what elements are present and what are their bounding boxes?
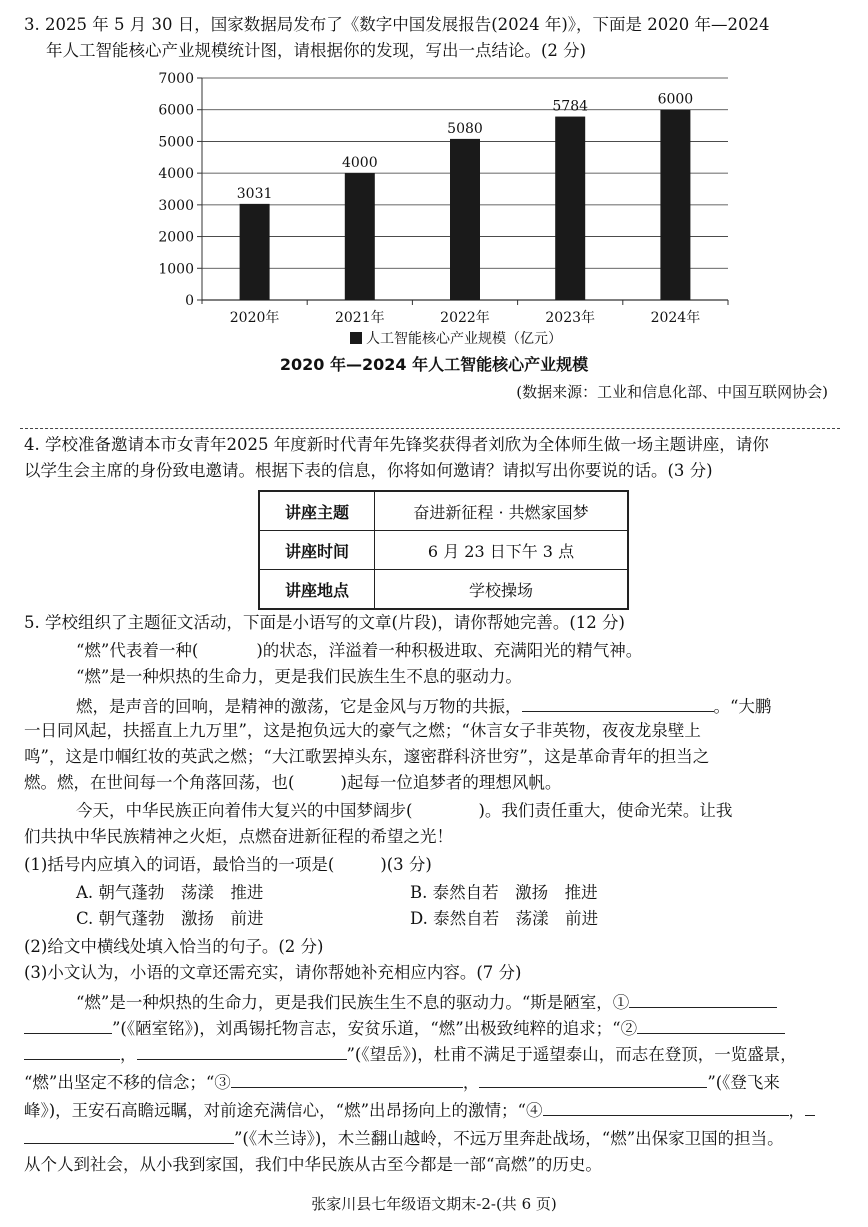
chart-title: 2020 年—2024 年人工智能核心产业规模 [279, 355, 589, 374]
q5-para3-line4 [24, 772, 561, 794]
sub1-text-b: )(3 分) [380, 855, 432, 874]
q5-sub2: (2)给文中横线处填入恰当的句子。(2 分) [24, 937, 324, 956]
blank-line[interactable] [24, 1126, 234, 1144]
answer-text-5: 峰》)，王安石高瞻远瞩，对前途充满信心，“燃”出昂扬向上的激情；“④ [24, 1101, 543, 1120]
legend-label: 人工智能核心产业规模（亿元） [366, 331, 562, 347]
answer-comma: ， [462, 1073, 480, 1092]
q5-sub3: (3)小文认为，小语的文章还需充实，请你帮她补充相应内容。(7 分) [24, 963, 522, 982]
table-key: 讲座地点 [259, 570, 375, 610]
table-value: 6 月 23 日下午 3 点 [375, 531, 629, 570]
q5-para4-line2: 们共执中华民族精神之火炬，点燃奋进新征程的希望之光！ [24, 827, 453, 846]
table-row [259, 570, 628, 610]
blank-line[interactable] [543, 1098, 789, 1116]
x-tick-label: 2022年 [440, 310, 490, 326]
sub1-text-a: (1)括号内应填入的词语，最恰当的一项是( [24, 855, 335, 874]
blank-line[interactable] [24, 1016, 112, 1034]
blank-line[interactable] [805, 1098, 815, 1116]
option-a[interactable]: A. 朝气蓬勃 荡漾 推进 [76, 883, 264, 902]
q5-para1 [76, 640, 642, 662]
chart-source: (数据来源：工业和信息化部、中国互联网协会) [516, 383, 828, 401]
q5-answer-line2 [24, 1016, 785, 1040]
bar [345, 173, 375, 300]
data-label: 5080 [447, 120, 483, 137]
y-tick-label: 0 [185, 293, 194, 309]
answer-text-6: ”(《木兰诗》)，木兰翻山越岭，不远万里奔赴战场，“燃”出保家卫国的担当。 [234, 1129, 784, 1148]
q5-para3-line1 [76, 694, 771, 718]
table-key: 讲座主题 [259, 491, 375, 531]
q5-answer-line4 [24, 1070, 780, 1094]
x-tick-label: 2021年 [334, 310, 385, 326]
x-tick-label: 2023年 [545, 310, 596, 326]
table-row [259, 531, 628, 570]
bar-chart [140, 66, 740, 366]
option-b[interactable]: B. 泰然自若 激扬 推进 [410, 883, 598, 902]
y-tick-label: 4000 [158, 166, 194, 183]
option-c[interactable]: C. 朝气蓬勃 激扬 前进 [76, 909, 264, 928]
q5-para3-line2: 一日同风起，扶摇直上九万里”，这是抱负远大的豪气之燃；“休言女子非英物，夜夜龙泉壁上 [24, 721, 701, 740]
q4-stem-line1: 4. 学校准备邀请本市女青年2025 年度新时代青年先锋奖获得者刘欣为全体师生做一场主题讲座，请你 [24, 435, 769, 454]
blank-line[interactable] [24, 1042, 120, 1060]
q5-para4-line1 [76, 800, 732, 822]
q5-answer-line7: 从个人到社会，从小我到家国，我们中华民族从古至今都是一部“高燃”的历史。 [24, 1155, 602, 1174]
blank-line[interactable] [231, 1070, 463, 1088]
section-divider [20, 428, 840, 429]
q5-answer-line3 [24, 1042, 797, 1066]
q5-answer-line5 [24, 1098, 815, 1122]
x-tick-label: 2020年 [229, 310, 280, 326]
x-tick-label: 2024年 [650, 310, 701, 326]
blank-line[interactable] [137, 1042, 347, 1060]
data-label: 5784 [552, 98, 589, 115]
bar [555, 117, 585, 300]
bar [450, 139, 480, 300]
para3-text-a: 燃，是声音的回响，是精神的激荡，它是金风与万物的共振， [76, 697, 522, 716]
q5-intro: 5. 学校组织了主题征文活动，下面是小语写的文章(片段)，请你帮她完善。(12 分) [24, 613, 625, 632]
y-tick-label: 7000 [158, 71, 194, 87]
answer-text-3: ”(《望岳》)，杜甫不满足于遥望泰山，而志在登顶，一览盛景， [346, 1045, 797, 1064]
table-value: 学校操场 [375, 570, 629, 610]
answer-text-1: “燃”是一种炽热的生命力，更是我们民族生生不息的驱动力。“斯是陋室，① [76, 993, 630, 1012]
para3-text-e: 燃。燃，在世间每一个角落回荡，也( [24, 773, 295, 792]
q5-answer-line6 [24, 1126, 784, 1150]
answer-text-2: ”(《陋室铭》)，刘禹锡托物言志，安贫乐道，“燃”出极致纯粹的追求；“② [112, 1019, 638, 1038]
table-value: 奋进新征程 · 共燃家国梦 [375, 491, 629, 531]
para4-text-b: )。我们责任重大，使命光荣。让我 [478, 801, 733, 820]
y-tick-label: 6000 [158, 102, 194, 119]
data-label: 4000 [341, 155, 378, 172]
para1-text-b: )的状态，洋溢着一种积极进取、充满阳光的精气神。 [256, 641, 643, 660]
para3-text-f: )起每一位追梦者的理想风帆。 [340, 773, 562, 792]
answer-text-4c: ”(《登飞来 [707, 1073, 780, 1092]
para1-text-a: “燃”代表着一种( [76, 641, 199, 660]
blank-line[interactable] [479, 1070, 707, 1088]
option-d[interactable]: D. 泰然自若 荡漾 前进 [410, 909, 599, 928]
q4-stem-line2: 以学生会主席的身份致电邀请。根据下表的信息，你将如何邀请？请拟写出你要说的话。(3 分) [24, 461, 713, 480]
q5-para2: “燃”是一种炽热的生命力，更是我们民族生生不息的驱动力。 [76, 667, 522, 686]
para3-text-b: 。“大鹏 [713, 697, 772, 716]
q3-stem-line2: 年人工智能核心产业规模统计图，请根据你的发现，写出一点结论。(2 分) [46, 41, 587, 60]
y-tick-label: 5000 [158, 134, 194, 151]
answer-comma: ， [120, 1045, 137, 1064]
bar [660, 110, 690, 300]
q5-para3-line3: 鸣”，这是巾帼红妆的英武之燃；“大江歌罢掉头东，邃密群科济世穷”，这是革命青年的担当之 [24, 747, 710, 766]
q5-sub1 [24, 854, 432, 876]
bar [240, 204, 270, 300]
data-label: 6000 [657, 91, 694, 108]
blank-line[interactable] [637, 1016, 785, 1034]
answer-comma: ， [788, 1101, 805, 1120]
y-tick-label: 3000 [158, 197, 194, 214]
q5-answer-line1 [76, 990, 777, 1014]
data-label: 3031 [236, 185, 273, 202]
para4-text-a: 今天，中华民族正向着伟大复兴的中国梦阔步( [76, 801, 413, 820]
answer-text-4a: “燃”出坚定不移的信念；“③ [24, 1073, 231, 1092]
table-row [259, 491, 628, 531]
legend-swatch [350, 332, 362, 344]
page-footer: 张家川县七年级语文期末-2-(共 6 页) [311, 1195, 557, 1213]
table-key: 讲座时间 [259, 531, 375, 570]
q3-stem-line1: 3. 2025 年 5 月 30 日，国家数据局发布了《数字中国发展报告(2024 年)》，下面是 2020 年—2024 [24, 15, 770, 34]
lecture-info-table [258, 490, 629, 610]
y-tick-label: 2000 [158, 229, 194, 246]
blank-line[interactable] [629, 990, 777, 1008]
blank-line[interactable] [522, 694, 714, 712]
y-tick-label: 1000 [158, 261, 194, 278]
